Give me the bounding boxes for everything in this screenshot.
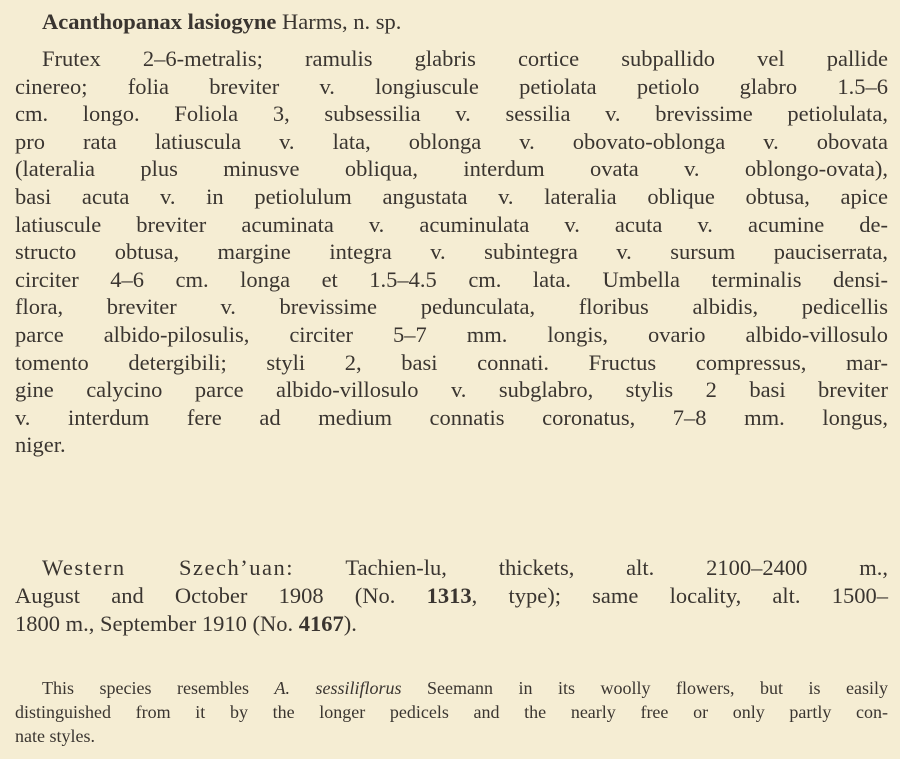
locality-text: August and October 1908 (No. xyxy=(15,583,396,608)
species-author: Harms, n. sp. xyxy=(282,9,402,34)
locality-line-3 xyxy=(15,610,888,638)
collection-number: 1313 xyxy=(426,583,472,608)
locality-text: Tachien-lu, thickets, alt. 2100–2400 m., xyxy=(345,555,888,580)
species-heading xyxy=(42,8,401,36)
locality-line-1 xyxy=(42,554,888,582)
description-line: cm. longo. Foliola 3, subsessilia v. sessilia v. brevissime petiolulata, xyxy=(15,101,888,127)
description-line: flora, breviter v. brevissime pedunculata, floribus albidis, pedicellis xyxy=(15,294,888,320)
locality-text: 1800 m., September 1910 (No. xyxy=(15,611,294,636)
description-line: basi acuta v. in petiolulum angustata v. lateralia oblique obtusa, apice xyxy=(15,184,888,209)
note-text: Seemann in its woolly flowers, but is easily xyxy=(427,678,889,698)
description-line: cinereo; folia breviter v. longiuscule petiolata petiolo glabro 1.5–6 xyxy=(15,73,888,99)
note-species-italic: A. sessiliflorus xyxy=(274,678,402,698)
note-line-1 xyxy=(42,676,888,700)
description-line: niger. xyxy=(15,432,66,458)
description-line: v. interdum fere ad medium connatis coronatus, 7–8 mm. longus, xyxy=(15,404,888,430)
note-text: This species resembles xyxy=(42,678,249,698)
note-line-3: nate styles. xyxy=(15,726,95,746)
description-line: (lateralia plus minusve obliqua, interdum ovata v. oblongo-ovata), xyxy=(15,156,888,182)
locality-text: ). xyxy=(343,611,357,636)
description-line: structo obtusa, margine integra v. subintegra v. sursum pauciserrata, xyxy=(15,239,888,265)
locality-text: , type); same locality, alt. 1500– xyxy=(471,583,889,608)
description-line: parce albido-pilosulis, circiter 5–7 mm. longis, ovario albido-villosulo xyxy=(15,322,888,347)
description-line: Frutex 2–6-metralis; ramulis glabris cortice subpallido vel pallide xyxy=(42,46,888,71)
note-line-2: distinguished from it by the longer pedicels and the nearly free or only partly con- xyxy=(15,702,888,722)
description-line: latiuscule breviter acuminata v. acuminulata v. acuta v. acumine de- xyxy=(15,211,888,237)
description-line: tomento detergibili; styli 2, basi connati. Fructus compressus, mar- xyxy=(15,349,888,375)
description-line: circiter 4–6 cm. longa et 1.5–4.5 cm. lata. Umbella terminalis densi- xyxy=(15,266,888,292)
region-label: Western Szech’uan: xyxy=(42,555,294,580)
description-line: gine calycino parce albido-villosulo v. subglabro, stylis 2 basi breviter xyxy=(15,377,888,403)
description-line: pro rata latiuscula v. lata, oblonga v. obovato-oblonga v. obovata xyxy=(15,128,888,154)
species-name: Acanthopanax lasiogyne xyxy=(42,9,277,34)
collection-number: 4167 xyxy=(298,611,344,636)
locality-line-2 xyxy=(15,582,888,610)
